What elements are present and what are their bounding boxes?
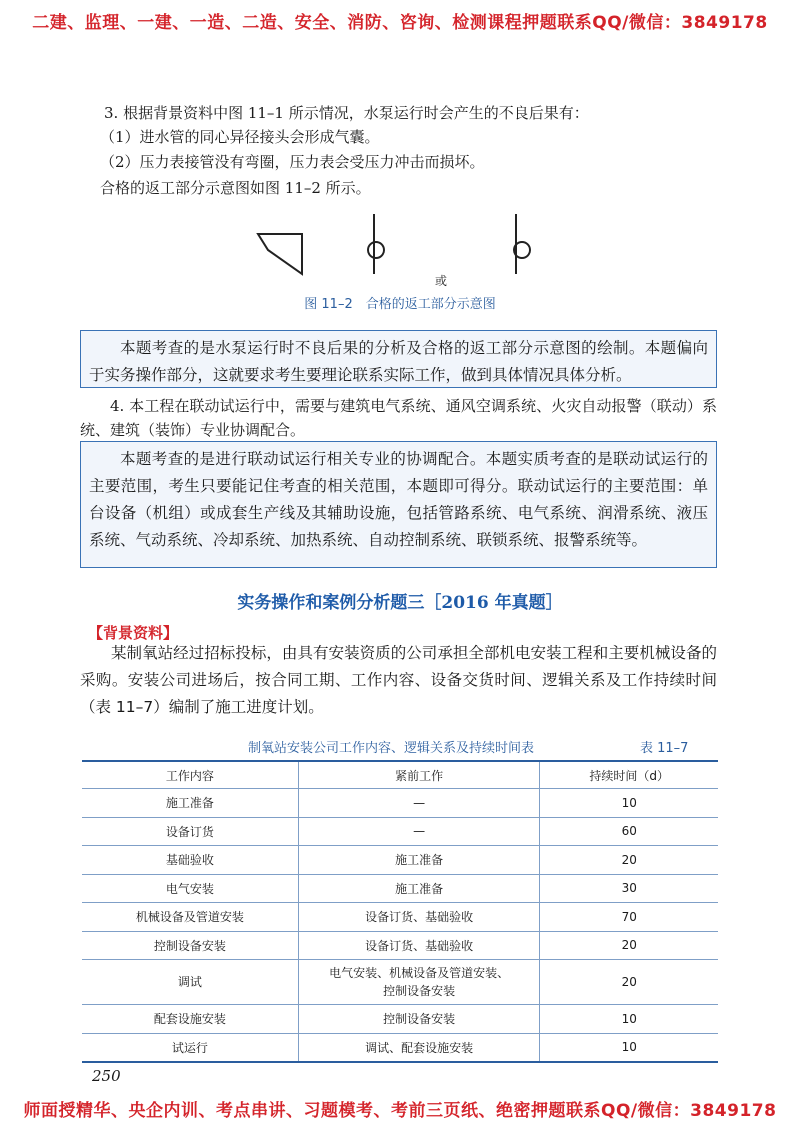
background-heading: 【背景资料】: [88, 624, 179, 642]
cell-work: 试运行: [82, 1033, 298, 1062]
cell-work: 电气安装: [82, 874, 298, 903]
answer3-item1: （1）进水管的同心异径接头会形成气囊。: [100, 128, 380, 146]
cell-predecessor: 电气安装、机械设备及管道安装、控制设备安装: [298, 960, 540, 1005]
analysis-note-2: [80, 441, 717, 568]
answer3-item2: （2）压力表接管没有弯圈，压力表会受压力冲击而损坏。: [100, 153, 485, 171]
table-row: [82, 817, 718, 846]
cell-predecessor: 设备订货、基础验收: [298, 931, 540, 960]
analysis-note-2-text: 本题考查的是进行联动试运行相关专业的协调配合。本题实质考查的是联动试运行的主要范围，考生只要能记住考查的相关范围，本题即可得分。联动试运行的主要范围：单台设备（机组）或成套生产线及其辅助设施，包括管路系统、电气系统、润滑系统、液压系统、气动系统、冷却系统、加热系统、自动控制系统、联锁系统、报警系统等。: [89, 450, 708, 549]
analysis-note-1-text: 本题考查的是水泵运行时不良后果的分析及合格的返工部分示意图的绘制。本题偏向于实务操作部分，这就要求考生要理论联系实际工作，做到具体情况具体分析。: [89, 339, 708, 384]
table-row: [82, 960, 718, 1005]
cell-duration: 20: [540, 960, 718, 1005]
table-header-row: [82, 761, 718, 789]
cell-duration: 60: [540, 817, 718, 846]
cell-duration: 20: [540, 846, 718, 875]
cell-work: 设备订货: [82, 817, 298, 846]
answer3-intro: 3. 根据背景资料中图 11–1 所示情况，水泵运行时会产生的不良后果有：: [104, 104, 589, 122]
coil-loop-1: [368, 242, 384, 258]
cell-predecessor: 控制设备安装: [298, 1005, 540, 1034]
cell-duration: 10: [540, 1033, 718, 1062]
cell-predecessor: —: [298, 817, 540, 846]
schedule-table: [82, 760, 718, 1063]
table-row: [82, 903, 718, 932]
table-row: [82, 789, 718, 818]
section-title: 实务操作和案例分析题三［2016 年真题］: [237, 593, 563, 613]
cell-duration: 30: [540, 874, 718, 903]
cell-predecessor: 施工准备: [298, 874, 540, 903]
cell-duration: 10: [540, 1005, 718, 1034]
cell-predecessor: 设备订货、基础验收: [298, 903, 540, 932]
cell-work: 机械设备及管道安装: [82, 903, 298, 932]
bottom-promo-banner: 师面授精华、央企内训、考点串讲、习题模考、考前三页纸、绝密押题联系QQ/微信：3849178: [23, 1101, 777, 1121]
answer4-text: 4. 本工程在联动试运行中，需要与建筑电气系统、通风空调系统、火灾自动报警（联动）系统、建筑（装饰）专业协调配合。: [80, 397, 717, 439]
cell-duration: 70: [540, 903, 718, 932]
or-label: 或: [435, 274, 448, 288]
header-predecessor: 紧前工作: [298, 761, 540, 789]
table-row: [82, 1005, 718, 1034]
figure-caption: 图 11–2 合格的返工部分示意图: [304, 297, 496, 312]
cell-duration: 10: [540, 789, 718, 818]
header-duration: 持续时间（d）: [540, 761, 718, 789]
cell-predecessor: —: [298, 789, 540, 818]
table-row: [82, 1033, 718, 1062]
figure-intro: 合格的返工部分示意图如图 11–2 所示。: [100, 179, 371, 197]
cell-work: 施工准备: [82, 789, 298, 818]
analysis-note-1: [80, 330, 717, 388]
table-row: [82, 846, 718, 875]
table-row: [82, 931, 718, 960]
reducer-shape: [258, 234, 302, 274]
table-row: [82, 874, 718, 903]
table-number: 表 11–7: [640, 741, 689, 756]
header-work: 工作内容: [82, 761, 298, 789]
top-promo-banner: 二建、监理、一建、一造、二造、安全、消防、咨询、检测课程押题联系QQ/微信：3849178: [32, 13, 768, 33]
cell-work: 基础验收: [82, 846, 298, 875]
table-title: 制氧站安装公司工作内容、逻辑关系及持续时间表: [248, 741, 535, 756]
cell-work: 调试: [82, 960, 298, 1005]
page-number: 250: [92, 1067, 121, 1085]
background-paragraph: 某制氧站经过招标投标，由具有安装资质的公司承担全部机电安装工程和主要机械设备的采购。安装公司进场后，按合同工期、工作内容、设备交货时间、逻辑关系及工作持续时间（表 11–7）编制了施工进度计划。: [80, 644, 717, 716]
cell-work: 配套设施安装: [82, 1005, 298, 1034]
cell-duration: 20: [540, 931, 718, 960]
cell-predecessor: 施工准备: [298, 846, 540, 875]
cell-work: 控制设备安装: [82, 931, 298, 960]
cell-predecessor: 调试、配套设施安装: [298, 1033, 540, 1062]
